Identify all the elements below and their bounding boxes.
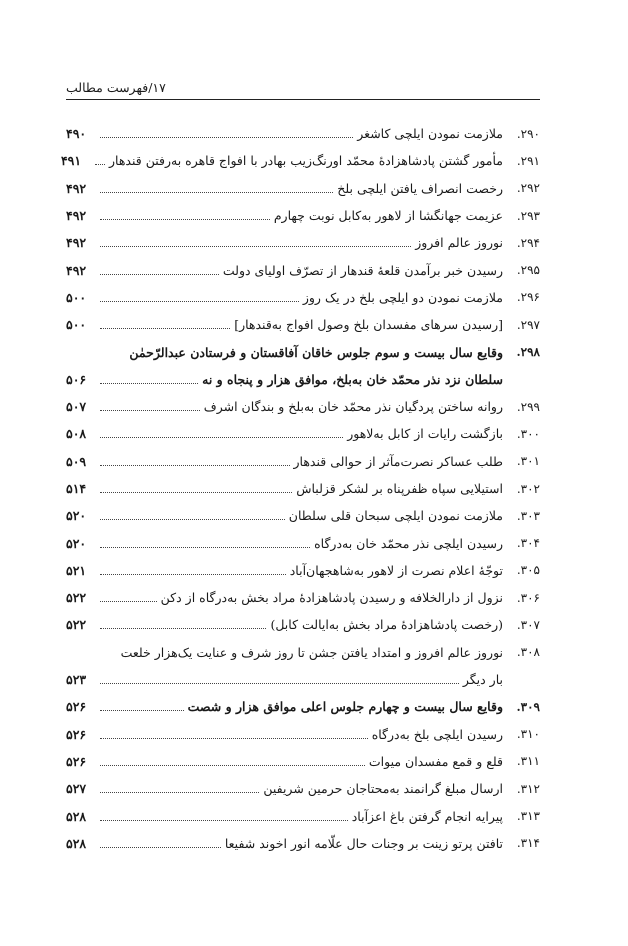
toc-entry — [60, 147, 540, 174]
toc-entry — [66, 748, 540, 775]
toc-entry-title: عزیمت جهانگشا از لاهور به‌کابل نوبت چهارم — [273, 208, 503, 224]
toc-entry-title: رسیدن ایلچی بلخ به‌درگاه — [371, 726, 503, 742]
toc-entry-page: ۵۲۶ — [66, 726, 87, 742]
toc-entry — [66, 502, 540, 529]
toc-entry-number: ۲۹۱. — [516, 153, 540, 168]
toc-entry — [66, 611, 540, 638]
toc-entry-title: طلب عساکر نصرت‌مآثر از حوالی قندهار — [293, 453, 503, 469]
toc-entry-page: ۵۲۶ — [66, 753, 87, 769]
toc-entry-page: ۵۲۲ — [66, 617, 87, 633]
dot-leader — [100, 683, 459, 684]
toc-entry-page: ۴۹۱ — [60, 153, 82, 169]
toc-entry-title: توجّهٔ اعلام نصرت از لاهور به‌شاهجهان‌آباد — [289, 562, 503, 578]
toc-entry-page: ۵۲۳ — [66, 672, 87, 688]
toc-entry — [66, 229, 540, 256]
toc-entry — [66, 175, 540, 202]
toc-entry — [66, 775, 540, 802]
toc-entry-title: رسیدن خبر برآمدن قلعهٔ قندهار از تصرّف اولیای دولت — [222, 262, 503, 278]
toc-entry-title: وقایع سال بیست و سوم جلوس خاقان آفاقستان و فرستادن عبدالرّحمٰن — [129, 344, 503, 360]
dot-leader — [100, 547, 310, 548]
toc-entry-number: ۳۱۰. — [516, 727, 540, 742]
dot-leader — [100, 465, 290, 466]
running-header-title: ۱۷/فهرست مطالب — [66, 80, 166, 95]
toc-entry — [66, 693, 540, 720]
toc-entry-page: ۵۰۰ — [66, 289, 87, 305]
toc-entry-page: ۵۰۶ — [66, 371, 87, 387]
toc-entry-number: ۳۱۱. — [516, 754, 540, 769]
dot-leader — [100, 328, 230, 329]
toc-entry-page: ۵۱۴ — [66, 481, 87, 496]
dot-leader — [100, 137, 353, 138]
toc-entry-number: ۳۱۳. — [516, 809, 540, 824]
toc-entry-title: نزول از دارالخلافه و رسیدن پادشاهزادهٔ مراد بخش به‌درگاه از دکن — [160, 590, 503, 606]
toc-entry-number: ۲۹۴. — [516, 235, 540, 250]
toc-entry-number: ۲۹۷. — [516, 317, 540, 332]
toc-entry-number: ۳۱۲. — [516, 781, 540, 796]
toc-entry-title: نوروز عالم افروز — [415, 235, 503, 251]
dot-leader — [95, 164, 105, 165]
toc-entry-title: رخصت انصراف یافتن ایلچی بلخ — [337, 180, 503, 196]
toc-entry-number: ۲۹۲. — [516, 181, 540, 196]
dot-leader — [100, 601, 157, 602]
toc-entry — [66, 284, 540, 311]
toc-entry-page: ۵۰۷ — [66, 399, 87, 415]
dot-leader — [100, 437, 343, 438]
dot-leader — [100, 738, 368, 739]
toc-entry-title: بازگشت رایات از کابل به‌لاهور — [347, 426, 503, 442]
toc-entry-title: استیلایی سپاه ظفرپناه بر لشکر قزلباش — [296, 481, 503, 496]
dot-leader — [100, 792, 259, 793]
toc-entry-title: پیرایه انجام گرفتن باغ اعزآباد — [351, 808, 503, 824]
toc-entry-number: ۳۰۵. — [516, 563, 540, 578]
toc-entry — [66, 529, 540, 556]
toc-entry-number: ۳۰۹. — [516, 699, 540, 714]
toc-entry — [66, 120, 540, 147]
toc-entry-page: ۴۹۲ — [66, 180, 87, 196]
toc-entry-number: ۳۰۴. — [516, 536, 540, 551]
dot-leader — [100, 219, 270, 220]
dot-leader — [100, 820, 348, 821]
toc-entry-page: ۵۲۸ — [66, 835, 87, 851]
toc-entry-page: ۵۲۱ — [66, 562, 87, 578]
toc-entry — [66, 256, 540, 283]
toc-entry — [66, 420, 540, 447]
toc-entry — [66, 202, 540, 229]
toc-entry — [66, 557, 540, 584]
toc-entry — [66, 393, 540, 420]
running-header — [66, 78, 540, 100]
table-of-contents — [60, 120, 540, 857]
toc-entry-page: ۴۹۲ — [66, 262, 87, 278]
toc-entry-page: ۵۲۸ — [66, 808, 87, 824]
dot-leader — [100, 246, 411, 247]
dot-leader — [100, 765, 365, 766]
toc-entry — [66, 639, 540, 666]
toc-entry-number: ۲۹۸. — [516, 345, 540, 360]
toc-entry-number: ۳۰۱. — [516, 454, 540, 469]
toc-entry-title: تافتن پرتو زینت بر وجنات حال علّامه انور اخوند شفیعا — [224, 835, 503, 851]
toc-entry — [66, 448, 540, 475]
toc-entry-number: ۲۹۵. — [516, 263, 540, 278]
toc-entry-number: ۳۰۶. — [516, 590, 540, 605]
dot-leader — [100, 574, 286, 575]
toc-entry-title: بار دیگر — [462, 672, 503, 688]
toc-entry — [66, 830, 540, 857]
toc-entry-number: ۳۰۸. — [516, 645, 540, 660]
toc-entry — [66, 338, 540, 365]
toc-entry-page: ۵۰۰ — [66, 317, 87, 333]
toc-entry-page: ۵۲۰ — [66, 535, 87, 551]
toc-entry — [66, 311, 540, 338]
toc-entry — [66, 721, 540, 748]
toc-entry-number: ۲۹۶. — [516, 290, 540, 305]
toc-entry — [66, 802, 540, 829]
toc-entry-number: ۳۰۷. — [516, 617, 540, 632]
toc-entry-title: ملازمت نمودن ایلچی سبحان قلی سلطان — [288, 508, 503, 524]
dot-leader — [100, 301, 299, 302]
toc-entry-number: ۲۹۰. — [516, 126, 540, 141]
dot-leader — [100, 710, 184, 711]
toc-entry — [66, 475, 540, 502]
toc-entry — [66, 366, 540, 393]
toc-entry-number: ۲۹۳. — [516, 208, 540, 223]
toc-entry-page: ۴۹۲ — [66, 235, 87, 251]
toc-entry-number: ۳۰۰. — [516, 426, 540, 441]
toc-entry-page: ۵۲۷ — [66, 781, 87, 797]
toc-entry-page: ۵۰۸ — [66, 426, 87, 442]
dot-leader — [100, 847, 221, 848]
dot-leader — [100, 192, 333, 193]
toc-entry-title: [رسیدن سرهای مفسدان بلخ وصول افواج به‌قندهار] — [234, 317, 503, 333]
toc-entry-title: (رخصت پادشاهزادهٔ مراد بخش به‌ایالت کابل) — [270, 617, 503, 633]
dot-leader — [100, 492, 292, 493]
toc-entry-page: ۵۲۰ — [66, 508, 87, 524]
toc-entry-number: ۲۹۹. — [516, 399, 540, 414]
dot-leader — [100, 628, 266, 629]
dot-leader — [100, 519, 285, 520]
toc-entry-page: ۴۹۲ — [66, 208, 87, 224]
dot-leader — [100, 383, 198, 384]
toc-entry-title: ارسال مبلغ گرانمند به‌محتاجان حرمین شریفین — [263, 781, 503, 797]
toc-entry — [66, 584, 540, 611]
toc-entry-title: قلع و قمع مفسدان میوات — [368, 753, 503, 769]
toc-entry-title: ملازمت نمودن دو ایلچی بلخ در یک روز — [302, 289, 503, 305]
dot-leader — [100, 274, 219, 275]
toc-entry-number: ۳۰۳. — [516, 508, 540, 523]
toc-entry-title: وقایع سال بیست و چهارم جلوس اعلی موافق هزار و شصت — [187, 699, 503, 715]
toc-entry-number: ۳۰۲. — [516, 481, 540, 496]
toc-entry-title: سلطان نزد نذر محمّد خان به‌بلخ، موافق هزار و پنجاه و نه — [202, 371, 503, 387]
toc-entry-number: ۳۱۴. — [516, 836, 540, 851]
toc-entry-title: ملازمت نمودن ایلچی کاشغر — [357, 126, 503, 142]
toc-entry-page: ۵۲۶ — [66, 699, 87, 715]
toc-entry-page: ۵۲۲ — [66, 590, 87, 606]
toc-entry — [66, 666, 540, 693]
toc-entry-title: روانه ساختن پردگیان نذر محمّد خان به‌بلخ و بندگان اشرف — [203, 399, 503, 415]
toc-entry-title: مأمور گشتن پادشاهزادهٔ محمّد اورنگ‌زیب بهادر با افواج قاهره به‌رفتن قندهار — [108, 153, 503, 169]
toc-entry-page: ۵۰۹ — [66, 453, 87, 469]
toc-entry-page: ۴۹۰ — [66, 126, 87, 142]
dot-leader — [100, 410, 200, 411]
toc-entry-title: رسیدن ایلچی نذر محمّد خان به‌درگاه — [314, 535, 503, 551]
toc-entry-title: نوروز عالم افروز و امتداد یافتن جشن تا روز شرف و عنایت یک‌هزار خلعت — [120, 644, 503, 660]
